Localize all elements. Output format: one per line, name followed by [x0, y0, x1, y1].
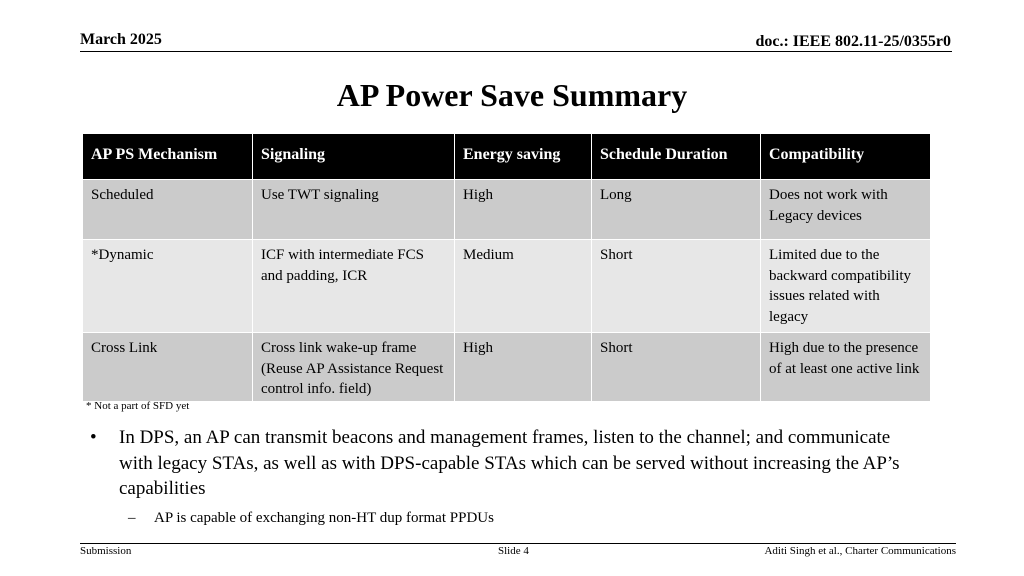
table-cell: Long	[592, 180, 761, 240]
table-cell: Short	[592, 333, 761, 402]
footer-slide-number: Slide 4	[498, 545, 529, 557]
table-row	[83, 180, 931, 240]
bullet-item	[90, 425, 910, 502]
bullet-dot-icon: •	[90, 427, 97, 448]
summary-table	[82, 133, 931, 402]
table-cell: Short	[592, 240, 761, 333]
sub-bullet-item	[90, 508, 910, 528]
header-date: March 2025	[80, 31, 162, 48]
table-cell: High	[455, 333, 592, 402]
table-cell: Medium	[455, 240, 592, 333]
table-cell: Use TWT signaling	[253, 180, 455, 240]
table-cell: Does not work with Legacy devices	[761, 180, 931, 240]
dash-icon: –	[128, 509, 136, 526]
table-cell: ICF with intermediate FCS and padding, ICR	[253, 240, 455, 333]
footer-submission: Submission	[80, 545, 132, 557]
footer-rule	[80, 543, 956, 544]
table-cell: Cross link wake-up frame (Reuse AP Assistance Request control info. field)	[253, 333, 455, 402]
header-doc-id: doc.: IEEE 802.11-25/0355r0	[755, 33, 951, 50]
table-cell: Cross Link	[83, 333, 253, 402]
column-header: Energy saving	[455, 134, 592, 180]
table-header-row	[83, 134, 931, 180]
bullet-text: In DPS, an AP can transmit beacons and management frames, listen to the channel; and communicate with legacy STAs, as well as with DPS-capable STAs which can be served without increasing the AP’s capabilities	[119, 427, 900, 499]
sub-bullet-text: AP is capable of exchanging non-HT dup format PPDUs	[154, 509, 494, 526]
bullet-list	[90, 425, 910, 528]
table-footnote: * Not a part of SFD yet	[86, 400, 190, 412]
table-cell: Scheduled	[83, 180, 253, 240]
header-rule	[80, 51, 952, 52]
column-header: Signaling	[253, 134, 455, 180]
table-row	[83, 333, 931, 402]
slide-title: AP Power Save Summary	[336, 77, 688, 113]
table-row	[83, 240, 931, 333]
table-cell: High due to the presence of at least one active link	[761, 333, 931, 402]
table-cell: Limited due to the backward compatibility issues related with legacy	[761, 240, 931, 333]
column-header: Schedule Duration	[592, 134, 761, 180]
column-header: Compatibility	[761, 134, 931, 180]
table-cell: *Dynamic	[83, 240, 253, 333]
footer-authors: Aditi Singh et al., Charter Communications	[764, 545, 956, 557]
table-cell: High	[455, 180, 592, 240]
column-header: AP PS Mechanism	[83, 134, 253, 180]
